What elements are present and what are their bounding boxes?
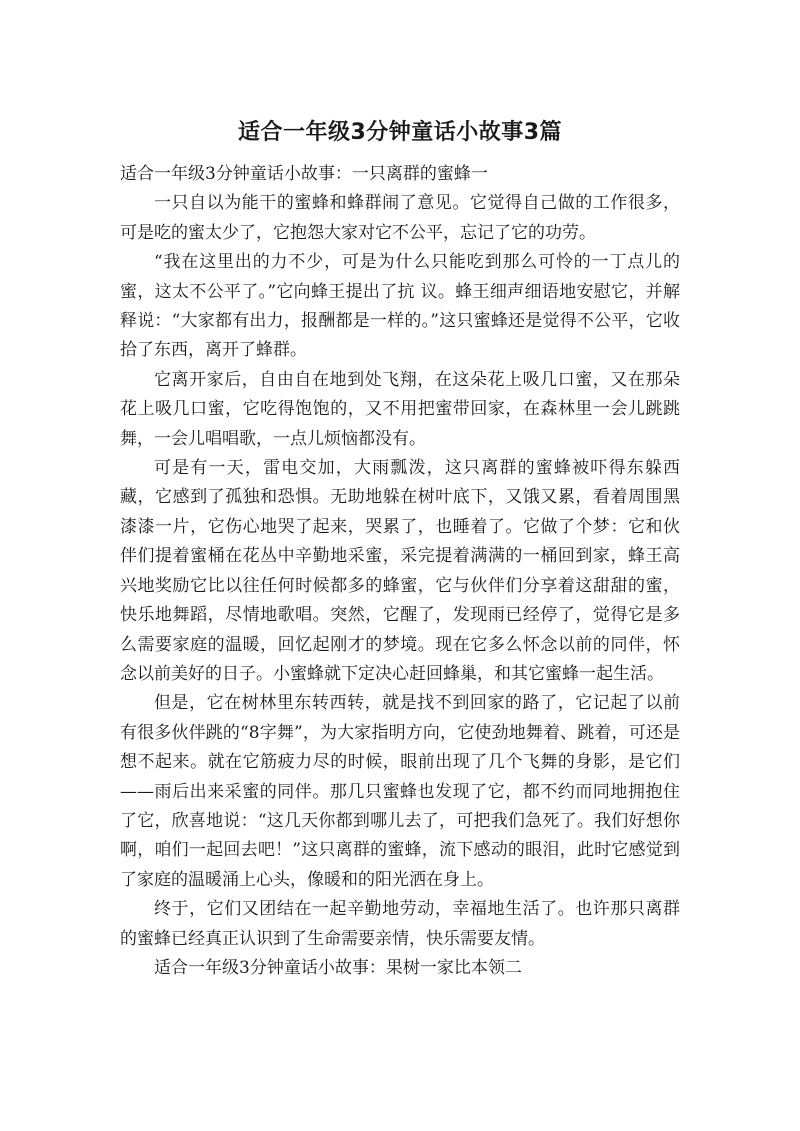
section-heading-1: 适合一年级3分钟童话小故事：一只离群的蜜蜂一 (120, 164, 488, 184)
document-body (120, 160, 680, 983)
section-heading-2: 适合一年级3分钟童话小故事：果树一家比本领二 (154, 957, 522, 978)
paragraph-1: 一只自以为能干的蜜蜂和蜂群闹了意见。它觉得自己做的工作很多，可是吃的蜜太少了，它抱怨大家对它不公平，忘记了它的功劳。 (120, 193, 680, 243)
paragraph-6: 终于，它们又团结在一起辛勤地劳动，幸福地生活了。也许那只离群的蜜蜂已经真正认识到了生命需要亲情，快乐需要友情。 (120, 899, 680, 949)
paragraph-4: 可是有一天，雷电交加，大雨瓢泼，这只离群的蜜蜂被吓得东躲西藏，它感到了孤独和恐惧。无助地躲在树叶底下，又饿又累，看着周围黑漆漆一片，它伤心地哭了起来，哭累了，也睡着了。它做了个梦：它和伙伴们提着蜜桶在花丛中辛勤地采蜜，采完提着满满的一桶回到家，蜂王高兴地奖励它比以往任何时候都多的蜂蜜，它与伙伴们分享着这甜甜的蜜，快乐地舞蹈，尽情地歌唱。突然，它醒了，发现雨已经停了，觉得它是多么需要家庭的温暖，回忆起刚才的梦境。现在它多么怀念以前的同伴，怀念以前美好的日子。小蜜蜂就下定决心赶回蜂巢，和其它蜜蜂一起生活。 (120, 458, 680, 684)
paragraph-5: 但是，它在树林里东转西转，就是找不到回家的路了，它记起了以前有很多伙伴跳的“8字舞”，为大家指明方向，它使劲地舞着、跳着，可还是想不起来。就在它筋疲力尽的时候，眼前出现了几个飞舞的身影，是它们——雨后出来采蜜的同伴。那几只蜜蜂也发现了它，都不约而同地拥抱住了它，欣喜地说：“这几天你都到哪儿去了，可把我们急死了。我们好想你啊，咱们一起回去吧！”这只离群的蜜蜂，流下感动的眼泪，此时它感觉到了家庭的温暖涌上心头，像暖和的阳光洒在身上。 (120, 693, 680, 890)
document-title: 适合一年级3分钟童话小故事3篇 (237, 120, 563, 145)
paragraph-2: “我在这里出的力不少，可是为什么只能吃到那么可怜的一丁点儿的蜜，这太不公平了。”它向蜂王提出了抗 议。蜂王细声细语地安慰它，并解释说：“大家都有出力，报酬都是一样的。”这只蜜蜂还是觉得不公平，它收拾了东西，离开了蜂群。 (120, 252, 680, 361)
paragraph-3: 它离开家后，自由自在地到处飞翔，在这朵花上吸几口蜜，又在那朵花上吸几口蜜，它吃得饱饱的，又不用把蜜带回家，在森林里一会儿跳跳舞，一会儿唱唱歌，一点儿烦恼都没有。 (120, 369, 680, 449)
